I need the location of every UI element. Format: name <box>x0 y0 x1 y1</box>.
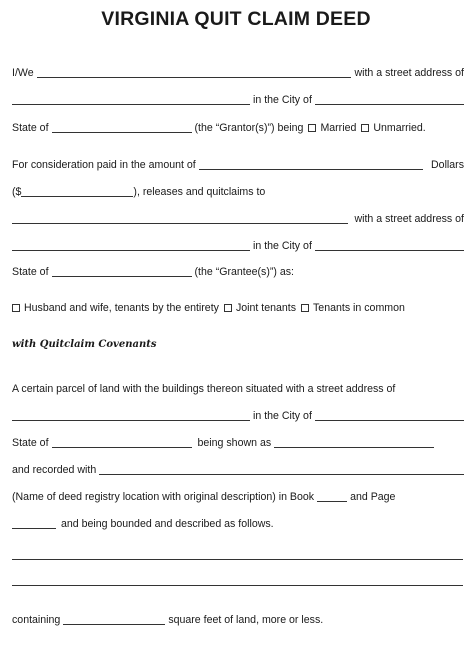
grantor-name-field[interactable] <box>37 64 352 78</box>
label-grantor: (the “Grantor(s)”) being <box>194 122 304 134</box>
parcel-address-row <box>12 405 464 423</box>
label-consideration: For consideration paid in the amount of <box>12 159 196 171</box>
label-recorded: and recorded with <box>12 464 97 476</box>
tenancy-row <box>12 297 464 315</box>
grantee-name-field[interactable] <box>12 210 348 224</box>
form-title: VIRGINIA QUIT CLAIM DEED <box>101 8 371 30</box>
label-open-paren: ($ <box>12 186 22 198</box>
label-grantee-street: with a street address of <box>354 213 464 225</box>
married-checkbox[interactable] <box>308 124 316 132</box>
grantor-name-row <box>12 62 464 80</box>
joint-tenants-checkbox[interactable] <box>224 304 232 312</box>
label-grantor-state: State of <box>12 122 49 134</box>
parcel-state-field[interactable] <box>52 434 192 448</box>
description-line-1[interactable] <box>12 559 463 560</box>
grantor-address-row <box>12 89 464 107</box>
grantor-state-row <box>12 117 464 135</box>
page-number-field[interactable] <box>12 515 56 529</box>
covenants-row <box>12 334 464 352</box>
label-bounded: and being bounded and described as follows. <box>61 518 274 530</box>
parcel-state-row <box>12 432 464 450</box>
description-line-2[interactable] <box>12 585 463 586</box>
label-parcel-city: in the City of <box>253 410 312 422</box>
grantor-state-field[interactable] <box>52 119 192 133</box>
book-number-field[interactable] <box>317 488 347 502</box>
label-registry: (Name of deed registry location with original description) in Book <box>12 491 315 503</box>
parcel-recorded-row <box>12 459 464 477</box>
grantee-city-field[interactable] <box>315 237 464 251</box>
label-releases: ), releases and quitclaims to <box>133 186 266 198</box>
label-grantor-city: in the City of <box>253 94 312 106</box>
label-square-feet: square feet of land, more or less. <box>168 614 324 626</box>
parcel-intro-row <box>12 378 464 396</box>
registry-name-field[interactable] <box>99 461 464 475</box>
consideration-amount-words-field[interactable] <box>199 156 423 170</box>
label-husband-wife: Husband and wife, tenants by the entirety <box>24 302 219 314</box>
tenants-in-common-checkbox[interactable] <box>301 304 309 312</box>
parcel-city-field[interactable] <box>315 407 464 421</box>
label-containing: containing <box>12 614 61 626</box>
parcel-page-row <box>12 513 464 531</box>
grantee-name-row <box>12 208 464 226</box>
label-unmarried: Unmarried. <box>373 122 426 134</box>
label-parcel-intro: A certain parcel of land with the buildings thereon situated with a street address of <box>12 383 396 395</box>
label-page: and Page <box>350 491 396 503</box>
label-parcel-state: State of <box>12 437 49 449</box>
grantee-street-field[interactable] <box>12 237 250 251</box>
label-married: Married <box>320 122 357 134</box>
parcel-shown-as-field[interactable] <box>274 434 434 448</box>
label-parcel-shown: being shown as <box>197 437 272 449</box>
grantee-state-field[interactable] <box>52 263 192 277</box>
unmarried-checkbox[interactable] <box>361 124 369 132</box>
square-feet-field[interactable] <box>63 611 165 625</box>
grantee-address-row <box>12 235 464 253</box>
label-iwe: I/We <box>12 67 34 79</box>
grantee-state-row <box>12 261 464 279</box>
consideration-row <box>12 154 464 172</box>
label-dollars: Dollars <box>431 159 464 171</box>
consideration-amount-row <box>12 181 464 199</box>
consideration-amount-field[interactable] <box>21 183 133 197</box>
parcel-book-row <box>12 486 464 504</box>
label-tenants-in-common: Tenants in common <box>313 302 405 314</box>
husband-wife-checkbox[interactable] <box>12 304 20 312</box>
label-grantor-street: with a street address of <box>354 67 464 79</box>
grantor-city-field[interactable] <box>315 91 464 105</box>
covenants-heading: with Quitclaim Covenants <box>12 339 157 350</box>
label-grantee: (the “Grantee(s)”) as: <box>194 266 295 278</box>
label-grantee-state: State of <box>12 266 49 278</box>
area-row <box>12 609 464 627</box>
label-grantee-city: in the City of <box>253 240 312 252</box>
parcel-street-field[interactable] <box>12 407 250 421</box>
label-joint-tenants: Joint tenants <box>235 302 297 314</box>
grantor-street-field[interactable] <box>12 91 250 105</box>
